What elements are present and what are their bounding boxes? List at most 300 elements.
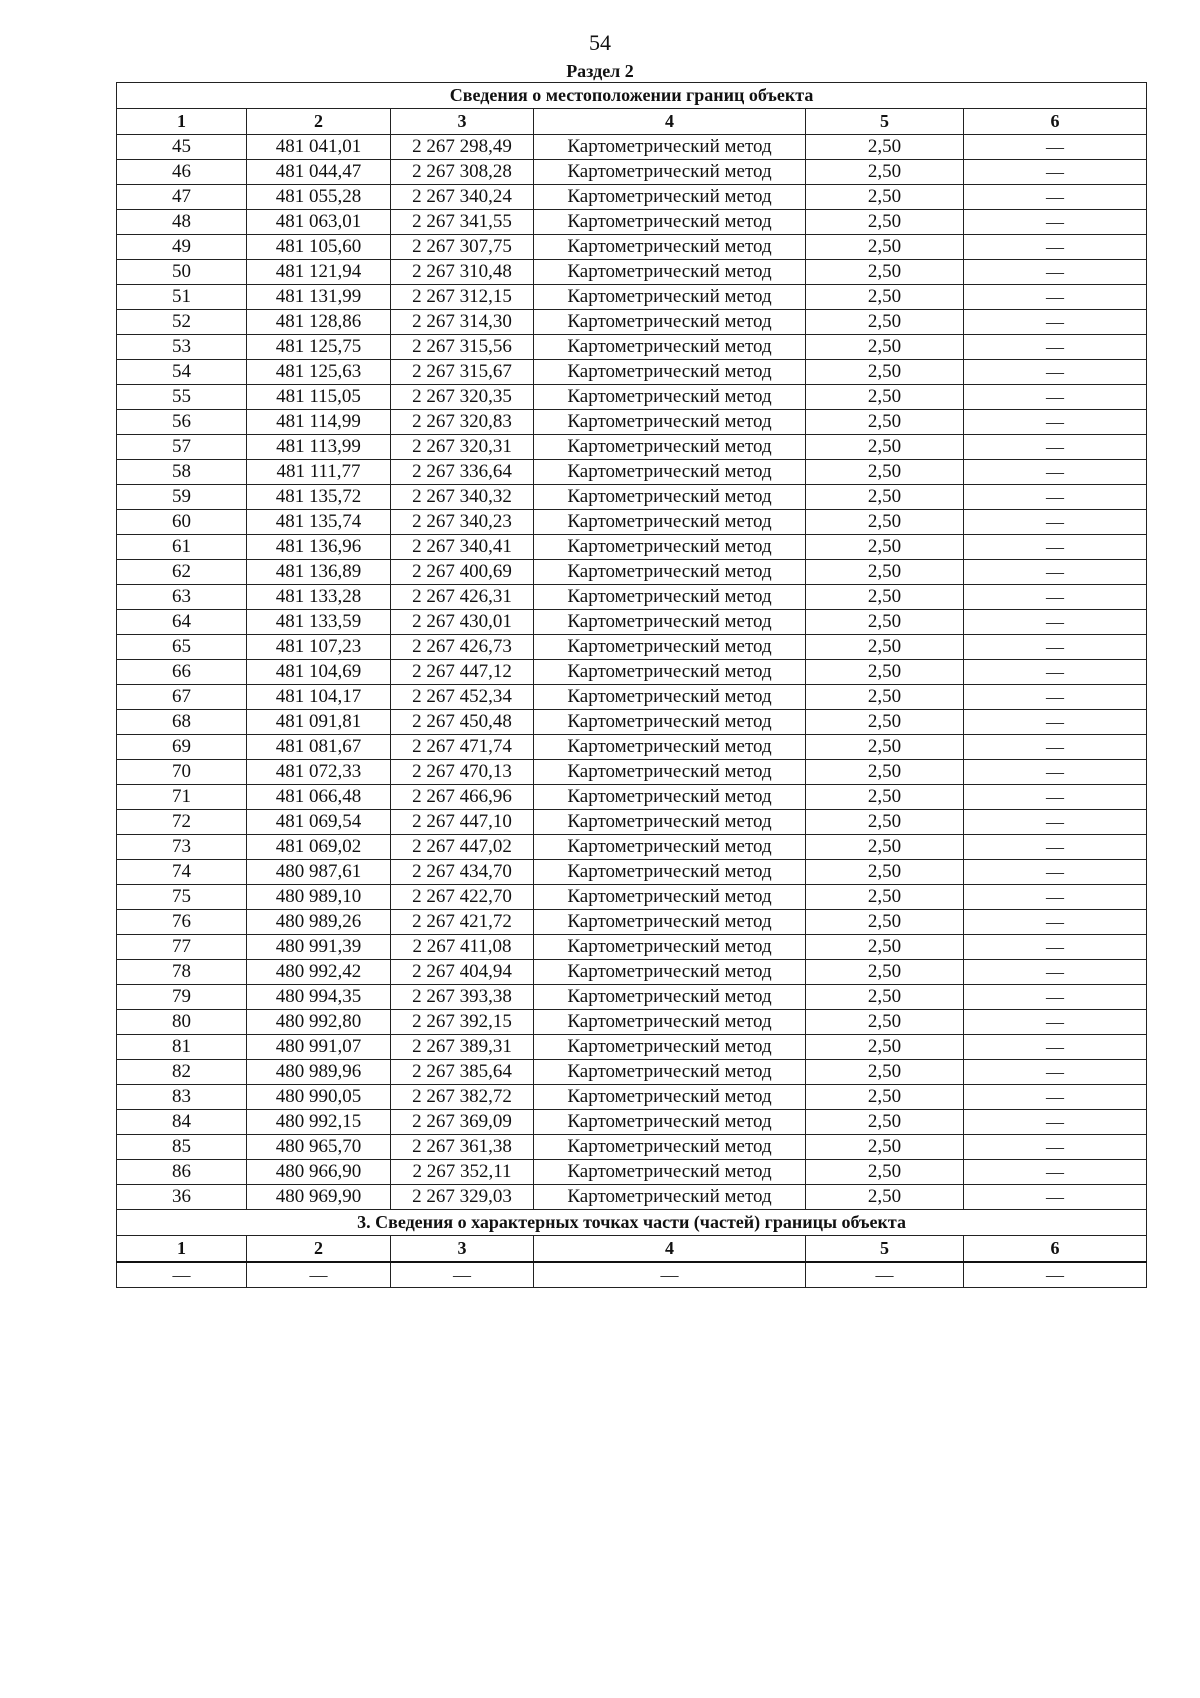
table-cell: 85 xyxy=(117,1135,247,1160)
table-cell: 2 267 361,38 xyxy=(391,1135,534,1160)
table-cell: 2,50 xyxy=(806,210,964,235)
table-cell: Картометрический метод xyxy=(534,510,806,535)
table-row xyxy=(117,710,1147,735)
table-cell: 57 xyxy=(117,435,247,460)
table-cell: 2,50 xyxy=(806,285,964,310)
table-row xyxy=(117,1185,1147,1210)
table-cell: Картометрический метод xyxy=(534,435,806,460)
table-cell: 2 267 336,64 xyxy=(391,460,534,485)
table-cell: 2,50 xyxy=(806,860,964,885)
table-cell: 2 267 411,08 xyxy=(391,935,534,960)
table-cell: 2 267 466,96 xyxy=(391,785,534,810)
table-cell: 480 992,15 xyxy=(247,1110,391,1135)
table-row xyxy=(117,1135,1147,1160)
table-cell: 480 992,80 xyxy=(247,1010,391,1035)
table-cell: 54 xyxy=(117,360,247,385)
table-cell: Картометрический метод xyxy=(534,935,806,960)
table-cell: — xyxy=(964,1010,1147,1035)
table-cell: 481 136,96 xyxy=(247,535,391,560)
table-cell: — xyxy=(964,360,1147,385)
table-cell: — xyxy=(964,160,1147,185)
table-cell: 70 xyxy=(117,760,247,785)
table-cell: — xyxy=(964,760,1147,785)
table-cell: 78 xyxy=(117,960,247,985)
table-cell: 2,50 xyxy=(806,460,964,485)
column-number: 3 xyxy=(391,109,534,135)
table-cell: 2 267 382,72 xyxy=(391,1085,534,1110)
table-cell: 2,50 xyxy=(806,1035,964,1060)
table-cell: 2 267 393,38 xyxy=(391,985,534,1010)
table-cell: — xyxy=(964,1110,1147,1135)
table-cell: 481 128,86 xyxy=(247,310,391,335)
table-cell: 481 125,63 xyxy=(247,360,391,385)
table-cell: 480 989,26 xyxy=(247,910,391,935)
table-cell: 2 267 341,55 xyxy=(391,210,534,235)
table-cell: 2,50 xyxy=(806,335,964,360)
table-row xyxy=(117,610,1147,635)
table-cell: — xyxy=(964,510,1147,535)
table-cell: Картометрический метод xyxy=(534,735,806,760)
table-row xyxy=(117,160,1147,185)
table-cell: — xyxy=(964,660,1147,685)
table-cell: — xyxy=(964,860,1147,885)
table-cell: 75 xyxy=(117,885,247,910)
table-cell: 2 267 369,09 xyxy=(391,1110,534,1135)
table-cell: — xyxy=(964,960,1147,985)
table-cell: Картометрический метод xyxy=(534,460,806,485)
table-row xyxy=(117,935,1147,960)
table-cell: 63 xyxy=(117,585,247,610)
table-row xyxy=(117,185,1147,210)
table-row xyxy=(117,735,1147,760)
table-cell: 49 xyxy=(117,235,247,260)
table-cell: 53 xyxy=(117,335,247,360)
table-cell: 2 267 392,15 xyxy=(391,1010,534,1035)
table-cell: 66 xyxy=(117,660,247,685)
table-cell: 481 136,89 xyxy=(247,560,391,585)
table-cell: 481 125,75 xyxy=(247,335,391,360)
table-row xyxy=(117,1035,1147,1060)
table-cell: 2 267 430,01 xyxy=(391,610,534,635)
table-cell: Картометрический метод xyxy=(534,1010,806,1035)
table-cell: 481 111,77 xyxy=(247,460,391,485)
table-cell: 2 267 329,03 xyxy=(391,1185,534,1210)
table-cell: 2,50 xyxy=(806,610,964,635)
table-cell: 481 133,59 xyxy=(247,610,391,635)
table-cell: — xyxy=(964,310,1147,335)
table-cell: 480 991,39 xyxy=(247,935,391,960)
table-cell: — xyxy=(964,385,1147,410)
table-cell: 481 044,47 xyxy=(247,160,391,185)
table-cell: Картометрический метод xyxy=(534,1185,806,1210)
table-cell: — xyxy=(964,610,1147,635)
table-cell: — xyxy=(964,535,1147,560)
table-cell: Картометрический метод xyxy=(534,485,806,510)
section3-column-number-row xyxy=(117,1236,1147,1263)
table-row xyxy=(117,585,1147,610)
table-cell: — xyxy=(964,210,1147,235)
table-row xyxy=(117,785,1147,810)
table-cell: — xyxy=(964,985,1147,1010)
table-cell: 481 135,74 xyxy=(247,510,391,535)
table-cell: 2,50 xyxy=(806,960,964,985)
table-cell: 2,50 xyxy=(806,160,964,185)
table-cell: 74 xyxy=(117,860,247,885)
table-cell: 2 267 426,73 xyxy=(391,635,534,660)
table-cell: — xyxy=(964,635,1147,660)
table-cell: 2,50 xyxy=(806,835,964,860)
table-cell: 47 xyxy=(117,185,247,210)
section-title: Раздел 2 xyxy=(566,61,634,81)
table-cell: 481 041,01 xyxy=(247,135,391,160)
table-cell: 2 267 320,31 xyxy=(391,435,534,460)
table-cell: Картометрический метод xyxy=(534,535,806,560)
table-cell: 73 xyxy=(117,835,247,860)
table-cell: 2 267 471,74 xyxy=(391,735,534,760)
table-cell: 480 994,35 xyxy=(247,985,391,1010)
table-cell: 2,50 xyxy=(806,560,964,585)
table-row xyxy=(117,260,1147,285)
table-cell: 2,50 xyxy=(806,1110,964,1135)
table-cell: 480 992,42 xyxy=(247,960,391,985)
table-row xyxy=(117,660,1147,685)
table-cell: Картометрический метод xyxy=(534,835,806,860)
table-row xyxy=(117,685,1147,710)
table-row xyxy=(117,485,1147,510)
table-cell: Картометрический метод xyxy=(534,335,806,360)
table-cell: 2,50 xyxy=(806,310,964,335)
table-cell: Картометрический метод xyxy=(534,760,806,785)
table-cell: 2 267 320,35 xyxy=(391,385,534,410)
table-cell: Картометрический метод xyxy=(534,985,806,1010)
table-cell: 2,50 xyxy=(806,685,964,710)
table-row xyxy=(117,985,1147,1010)
column-number: 3 xyxy=(391,1236,534,1263)
table-cell: 2 267 400,69 xyxy=(391,560,534,585)
table-row xyxy=(117,810,1147,835)
table-cell: 2 267 447,02 xyxy=(391,835,534,860)
table-cell: 480 969,90 xyxy=(247,1185,391,1210)
table-cell: — xyxy=(964,710,1147,735)
table-cell: 2,50 xyxy=(806,885,964,910)
table-cell: 61 xyxy=(117,535,247,560)
table-cell: 2 267 340,32 xyxy=(391,485,534,510)
table-cell: — xyxy=(964,1262,1147,1288)
table-cell: 2,50 xyxy=(806,585,964,610)
table-cell: 67 xyxy=(117,685,247,710)
table-cell: Картометрический метод xyxy=(534,260,806,285)
table-cell: Картометрический метод xyxy=(534,360,806,385)
table-cell: 81 xyxy=(117,1035,247,1060)
table-row xyxy=(117,360,1147,385)
table-cell: 2,50 xyxy=(806,935,964,960)
table-cell: Картометрический метод xyxy=(534,185,806,210)
table-cell: 59 xyxy=(117,485,247,510)
table-cell: Картометрический метод xyxy=(534,810,806,835)
table-cell: 2 267 340,23 xyxy=(391,510,534,535)
table-row xyxy=(117,335,1147,360)
table-cell: 45 xyxy=(117,135,247,160)
section3-caption: 3. Сведения о характерных точках части (частей) границы объекта xyxy=(117,1210,1147,1236)
table-row xyxy=(117,460,1147,485)
table-cell: 481 069,02 xyxy=(247,835,391,860)
table-cell: Картометрический метод xyxy=(534,1160,806,1185)
table-row xyxy=(117,760,1147,785)
table-cell: — xyxy=(964,685,1147,710)
table-cell: Картометрический метод xyxy=(534,635,806,660)
table-cell: 84 xyxy=(117,1110,247,1135)
table-cell: — xyxy=(964,560,1147,585)
table-cell: 2,50 xyxy=(806,535,964,560)
table-row xyxy=(117,835,1147,860)
table-row xyxy=(117,285,1147,310)
table-cell: 480 987,61 xyxy=(247,860,391,885)
page-number: 54 xyxy=(589,30,611,55)
column-number: 5 xyxy=(806,1236,964,1263)
table-cell: 2 267 434,70 xyxy=(391,860,534,885)
table-cell: 86 xyxy=(117,1160,247,1185)
table-caption-row xyxy=(117,83,1147,109)
table-cell: 2 267 450,48 xyxy=(391,710,534,735)
table-cell: 2,50 xyxy=(806,435,964,460)
table-cell: 58 xyxy=(117,460,247,485)
table-cell: — xyxy=(964,1135,1147,1160)
table-cell: 2,50 xyxy=(806,810,964,835)
table-cell: 72 xyxy=(117,810,247,835)
table-cell: Картометрический метод xyxy=(534,660,806,685)
table-cell: 481 107,23 xyxy=(247,635,391,660)
table-cell: 2 267 421,72 xyxy=(391,910,534,935)
table-cell: 480 989,96 xyxy=(247,1060,391,1085)
section3-table-row xyxy=(117,1262,1147,1288)
table-cell: 2,50 xyxy=(806,135,964,160)
table-cell: 2,50 xyxy=(806,1185,964,1210)
table-cell: 60 xyxy=(117,510,247,535)
table-cell: 69 xyxy=(117,735,247,760)
table-cell: 2,50 xyxy=(806,660,964,685)
column-number: 4 xyxy=(534,1236,806,1263)
table-cell: 481 133,28 xyxy=(247,585,391,610)
table-row xyxy=(117,560,1147,585)
table-cell: Картометрический метод xyxy=(534,610,806,635)
table-cell: 481 115,05 xyxy=(247,385,391,410)
table-row xyxy=(117,1085,1147,1110)
table-cell: 481 081,67 xyxy=(247,735,391,760)
table-cell: 480 966,90 xyxy=(247,1160,391,1185)
table-cell: 2,50 xyxy=(806,510,964,535)
table-cell: — xyxy=(964,235,1147,260)
table-cell: 2,50 xyxy=(806,235,964,260)
table-cell: 2 267 422,70 xyxy=(391,885,534,910)
table-cell: — xyxy=(964,410,1147,435)
table-cell: 48 xyxy=(117,210,247,235)
table-cell: 79 xyxy=(117,985,247,1010)
table-cell: Картометрический метод xyxy=(534,885,806,910)
table-cell: 2,50 xyxy=(806,735,964,760)
table-cell: 2 267 298,49 xyxy=(391,135,534,160)
table-cell: — xyxy=(964,460,1147,485)
column-number: 5 xyxy=(806,109,964,135)
table-cell: — xyxy=(964,585,1147,610)
table-cell: — xyxy=(964,785,1147,810)
table-cell: Картометрический метод xyxy=(534,285,806,310)
section3-caption-row xyxy=(117,1210,1147,1236)
table-cell: 71 xyxy=(117,785,247,810)
table-cell: 2,50 xyxy=(806,1010,964,1035)
table-cell: 480 990,05 xyxy=(247,1085,391,1110)
table-cell: — xyxy=(391,1262,534,1288)
table-cell: Картометрический метод xyxy=(534,560,806,585)
table-cell: Картометрический метод xyxy=(534,385,806,410)
table-cell: 36 xyxy=(117,1185,247,1210)
table-cell: 481 063,01 xyxy=(247,210,391,235)
table-cell: 481 072,33 xyxy=(247,760,391,785)
table-cell: — xyxy=(964,935,1147,960)
column-number: 1 xyxy=(117,109,247,135)
table-cell: 2 267 447,12 xyxy=(391,660,534,685)
table-row xyxy=(117,535,1147,560)
table-cell: — xyxy=(964,260,1147,285)
table-cell: Картометрический метод xyxy=(534,1135,806,1160)
table-cell: 481 091,81 xyxy=(247,710,391,735)
table-cell: 2 267 352,11 xyxy=(391,1160,534,1185)
table-cell: Картометрический метод xyxy=(534,210,806,235)
table-cell: 481 104,17 xyxy=(247,685,391,710)
table-cell: 2 267 314,30 xyxy=(391,310,534,335)
table-cell: Картометрический метод xyxy=(534,960,806,985)
table-cell: 2 267 312,15 xyxy=(391,285,534,310)
table-cell: Картометрический метод xyxy=(534,710,806,735)
table-cell: — xyxy=(964,185,1147,210)
table-cell: 2 267 308,28 xyxy=(391,160,534,185)
table-cell: 64 xyxy=(117,610,247,635)
table-cell: 80 xyxy=(117,1010,247,1035)
table-cell: — xyxy=(964,1060,1147,1085)
table-row xyxy=(117,135,1147,160)
table-cell: 481 055,28 xyxy=(247,185,391,210)
table-row xyxy=(117,385,1147,410)
table-row xyxy=(117,885,1147,910)
table-cell: 481 135,72 xyxy=(247,485,391,510)
table-cell: 480 989,10 xyxy=(247,885,391,910)
table-cell: 2 267 389,31 xyxy=(391,1035,534,1060)
table-cell: Картометрический метод xyxy=(534,585,806,610)
table-cell: — xyxy=(964,1035,1147,1060)
table-row xyxy=(117,235,1147,260)
table-cell: — xyxy=(964,285,1147,310)
table-row xyxy=(117,510,1147,535)
table-cell: 46 xyxy=(117,160,247,185)
table-cell: 65 xyxy=(117,635,247,660)
table-cell: 2 267 310,48 xyxy=(391,260,534,285)
table-row xyxy=(117,960,1147,985)
table-cell: 2 267 315,67 xyxy=(391,360,534,385)
table-caption: Сведения о местоположении границ объекта xyxy=(117,83,1147,109)
table-cell: — xyxy=(964,810,1147,835)
table-cell: Картометрический метод xyxy=(534,785,806,810)
table-cell: 2,50 xyxy=(806,385,964,410)
table-cell: Картометрический метод xyxy=(534,685,806,710)
table-cell: 481 131,99 xyxy=(247,285,391,310)
table-cell: 2,50 xyxy=(806,760,964,785)
table-cell: 56 xyxy=(117,410,247,435)
table-cell: — xyxy=(964,435,1147,460)
table-row xyxy=(117,435,1147,460)
table-cell: — xyxy=(964,135,1147,160)
table-cell: 2 267 385,64 xyxy=(391,1060,534,1085)
table-cell: 82 xyxy=(117,1060,247,1085)
table-cell: 68 xyxy=(117,710,247,735)
table-cell: 481 104,69 xyxy=(247,660,391,685)
table-cell: Картометрический метод xyxy=(534,1110,806,1135)
table-cell: 481 105,60 xyxy=(247,235,391,260)
table-cell: Картометрический метод xyxy=(534,310,806,335)
table-row xyxy=(117,910,1147,935)
table-cell: 481 113,99 xyxy=(247,435,391,460)
table-cell: 2 267 340,24 xyxy=(391,185,534,210)
table-cell: — xyxy=(964,835,1147,860)
table-cell: 480 991,07 xyxy=(247,1035,391,1060)
table-cell: 50 xyxy=(117,260,247,285)
table-row xyxy=(117,860,1147,885)
table-cell: 2,50 xyxy=(806,260,964,285)
table-cell: 2 267 426,31 xyxy=(391,585,534,610)
table-cell: 2,50 xyxy=(806,185,964,210)
table-cell: 2 267 404,94 xyxy=(391,960,534,985)
column-number: 4 xyxy=(534,109,806,135)
table-cell: 481 066,48 xyxy=(247,785,391,810)
table-cell: Картометрический метод xyxy=(534,1085,806,1110)
boundary-coordinates-table xyxy=(116,82,1147,1288)
table-cell: Картометрический метод xyxy=(534,910,806,935)
table-row xyxy=(117,1060,1147,1085)
table-cell: 2,50 xyxy=(806,410,964,435)
table-cell: Картометрический метод xyxy=(534,860,806,885)
table-cell: 2 267 307,75 xyxy=(391,235,534,260)
table-cell: 2 267 315,56 xyxy=(391,335,534,360)
table-cell: — xyxy=(964,1160,1147,1185)
column-number: 2 xyxy=(247,109,391,135)
table-cell: — xyxy=(117,1262,247,1288)
table-cell: 2,50 xyxy=(806,485,964,510)
table-cell: — xyxy=(964,1085,1147,1110)
column-number: 2 xyxy=(247,1236,391,1263)
table-cell: 76 xyxy=(117,910,247,935)
table-cell: 2,50 xyxy=(806,635,964,660)
table-cell: 51 xyxy=(117,285,247,310)
table-cell: Картометрический метод xyxy=(534,1060,806,1085)
table-cell: Картометрический метод xyxy=(534,235,806,260)
table-row xyxy=(117,310,1147,335)
table-cell: 2 267 320,83 xyxy=(391,410,534,435)
table-row xyxy=(117,1110,1147,1135)
table-cell: 480 965,70 xyxy=(247,1135,391,1160)
table-cell: 481 121,94 xyxy=(247,260,391,285)
column-number: 6 xyxy=(964,1236,1147,1263)
table-row xyxy=(117,210,1147,235)
column-number: 6 xyxy=(964,109,1147,135)
table-cell: — xyxy=(534,1262,806,1288)
table-cell: 2,50 xyxy=(806,785,964,810)
table-cell: 55 xyxy=(117,385,247,410)
table-cell: 2,50 xyxy=(806,985,964,1010)
table-cell: — xyxy=(806,1262,964,1288)
table-cell: 2 267 340,41 xyxy=(391,535,534,560)
table-cell: — xyxy=(964,485,1147,510)
table-cell: — xyxy=(964,910,1147,935)
table-cell: Картометрический метод xyxy=(534,135,806,160)
table-cell: Картометрический метод xyxy=(534,160,806,185)
